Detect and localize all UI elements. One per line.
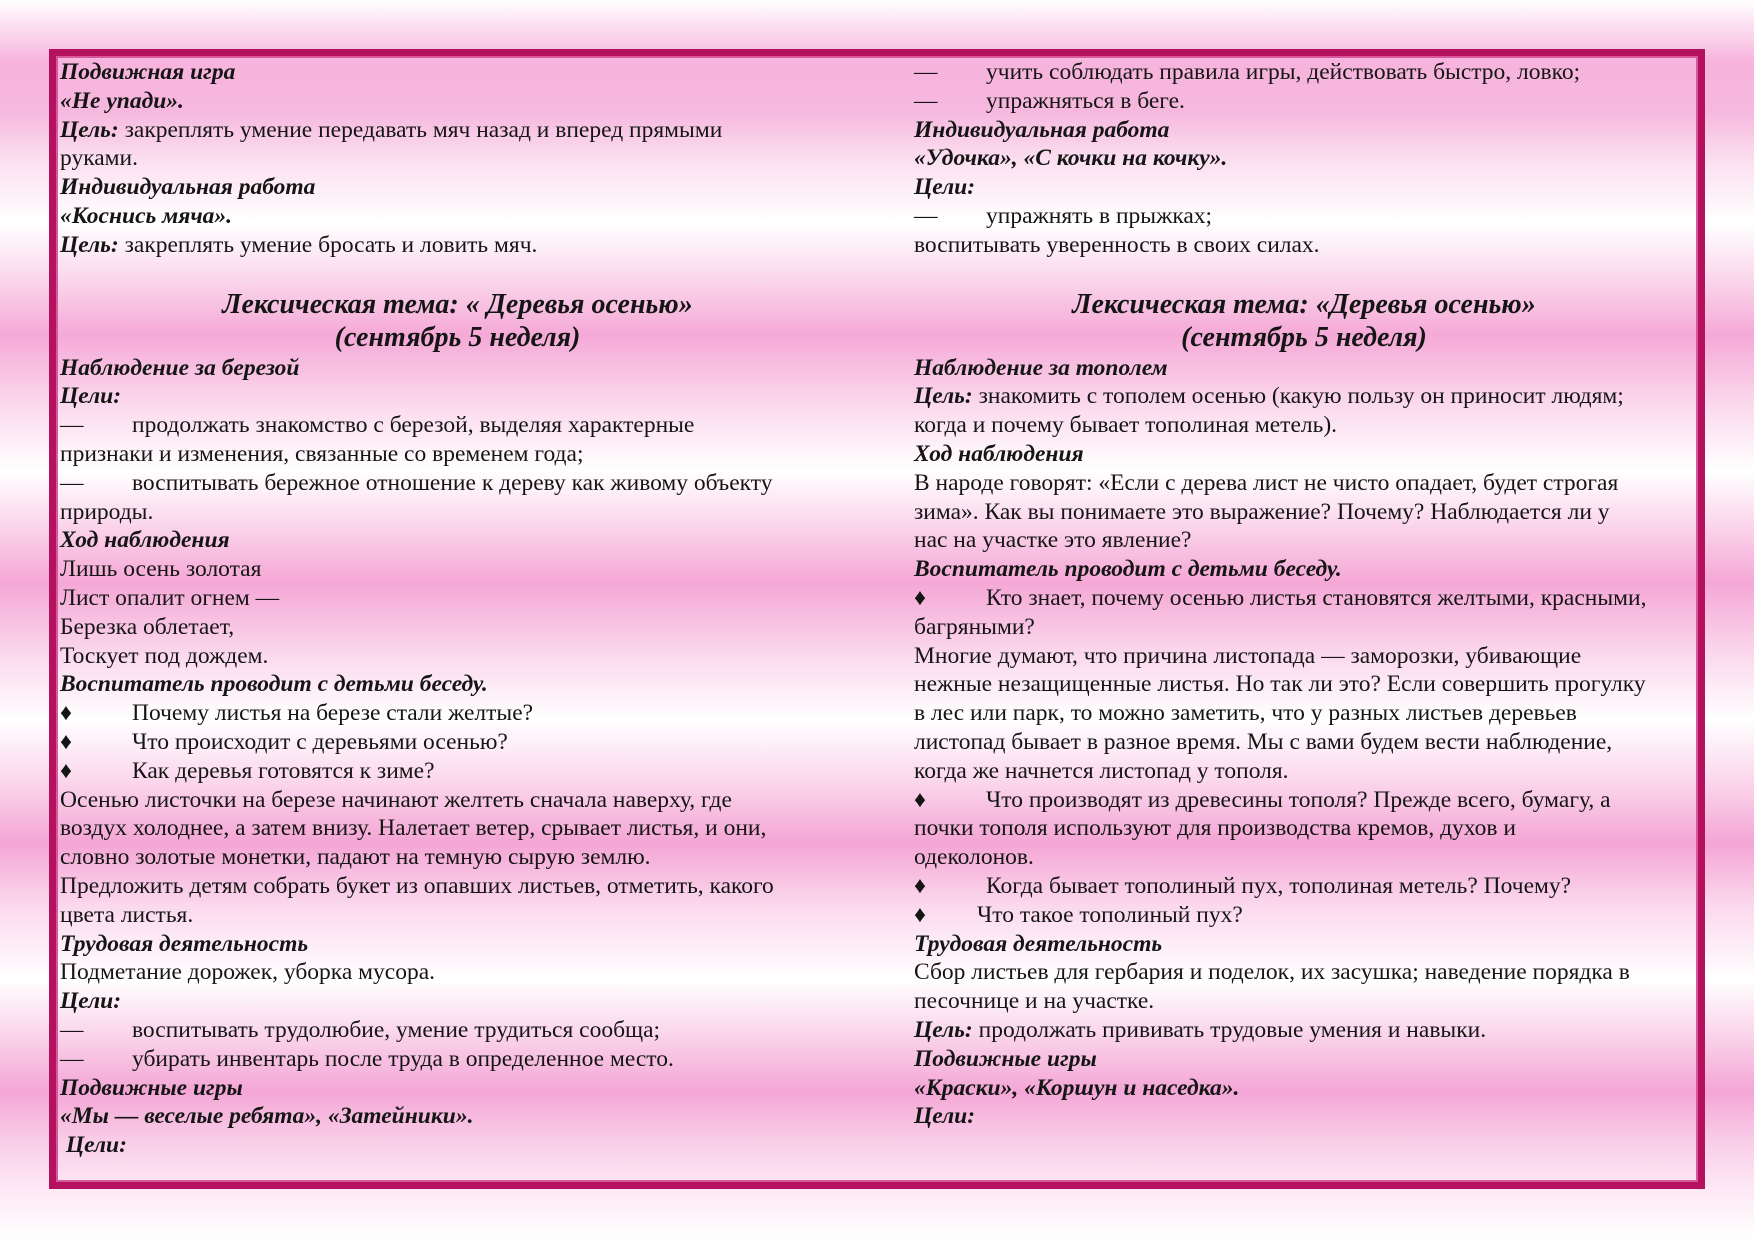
talk-heading: Воспитатель проводит с детьми беседу.	[60, 671, 488, 698]
paragraph-line: Многие думают, что причина листопада — заморозки, убивающие	[914, 642, 1582, 669]
goals-label: Цели:	[914, 1103, 976, 1130]
game-name: «Не упади».	[60, 87, 184, 114]
dash-marker: —	[60, 1016, 84, 1043]
games-names: «Краски», «Коршун и наседка».	[914, 1074, 1240, 1101]
poem-line: Тоскует под дождем.	[60, 642, 269, 669]
goal-item: — воспитывать трудолюбие, умение трудиться сообща;	[60, 1016, 661, 1043]
question-item-continued: одеколонов.	[914, 844, 1034, 871]
question-item: ♦ Что такое тополиный пух?	[914, 901, 1243, 928]
individual-work-name: «Коснись мяча».	[60, 202, 233, 229]
diamond-bullet-icon: ♦	[60, 700, 72, 727]
goal-item: — продолжать знакомство с березой, выделяя характерные	[60, 412, 695, 439]
diamond-bullet-icon: ♦	[60, 728, 72, 755]
goal-item: воспитывать уверенность в своих силах.	[914, 231, 1320, 258]
goals-label: Цели:	[60, 1132, 127, 1159]
lexical-theme-week: (сентябрь 5 неделя)	[1181, 321, 1427, 353]
individual-work-goal	[60, 231, 855, 260]
goals-label: Цели:	[60, 988, 122, 1015]
goal-item: — упражняться в беге.	[914, 87, 1185, 114]
diamond-bullet-icon: ♦	[914, 786, 926, 813]
diamond-bullet-icon: ♦	[914, 872, 926, 899]
goal-text: закреплять умение бросать и ловить мяч.	[118, 231, 538, 258]
question-item-continued: почки тополя используют для производства кремов, духов и	[914, 815, 1516, 842]
question-item: ♦ Почему листья на березе стали желтые?	[60, 700, 534, 727]
course-heading: Ход наблюдения	[914, 440, 1084, 467]
diamond-bullet-icon: ♦	[914, 584, 926, 611]
paragraph-line: воздух холоднее, а затем внизу. Налетает ветер, срывает листья, и они,	[60, 815, 767, 842]
dash-marker: —	[60, 412, 84, 439]
game-goal	[60, 116, 855, 145]
question-item: ♦ Что производят из древесины тополя? Прежде всего, бумагу, а	[914, 786, 1611, 813]
lexical-theme-title: Лексическая тема: «Деревья осенью»	[1072, 288, 1536, 320]
game-goal-continued: руками.	[60, 145, 139, 172]
lexical-theme-title: Лексическая тема: « Деревья осенью»	[222, 288, 693, 320]
paragraph-line: В народе говорят: «Если с дерева лист не чисто опадает, будет строгая	[914, 469, 1619, 496]
labor-text-continued: песочнице и на участке.	[914, 988, 1155, 1015]
goal-item: — упражнять в прыжках;	[914, 202, 1213, 229]
observation-goal-continued: когда и почему бывает тополиная метель).	[914, 412, 1338, 439]
goal-item: — воспитывать бережное отношение к дереву как живому объекту	[60, 469, 773, 496]
poem-line: Лишь осень золотая	[60, 556, 262, 583]
goal-label: Цель:	[914, 1016, 973, 1043]
paragraph-line: когда же начнется листопад у тополя.	[914, 757, 1289, 784]
question-item: ♦ Когда бывает тополиный пух, тополиная метель? Почему?	[914, 872, 1572, 899]
paragraph-line: нас на участке это явление?	[914, 527, 1192, 554]
dash-marker: —	[914, 202, 938, 229]
labor-text: Подметание дорожек, уборка мусора.	[60, 959, 436, 986]
left-column	[60, 58, 855, 1160]
paragraph-line: нежные незащищенные листья. Но так ли это? Если совершить прогулку	[914, 671, 1646, 698]
games-names: «Мы — веселые ребята», «Затейники».	[60, 1103, 474, 1130]
paragraph-line: Предложить детям собрать букет из опавших листьев, отметить, какого	[60, 872, 774, 899]
paragraph-line: словно золотые монетки, падают на темную сырую землю.	[60, 844, 651, 871]
question-item-continued: багряными?	[914, 613, 1035, 640]
individual-work-heading: Индивидуальная работа	[60, 174, 316, 201]
dash-marker: —	[60, 469, 84, 496]
poem-line: Березка облетает,	[60, 613, 235, 640]
goal-item-continued: природы.	[60, 498, 154, 525]
question-item: ♦ Что происходит с деревьями осенью?	[60, 728, 508, 755]
goal-item: — учить соблюдать правила игры, действовать быстро, ловко;	[914, 59, 1581, 85]
diamond-bullet-icon: ♦	[914, 901, 926, 928]
dash-marker: —	[60, 1045, 84, 1072]
dash-marker: —	[914, 87, 938, 114]
labor-goal: Цель: продолжать прививать трудовые умения и навыки.	[914, 1016, 1487, 1043]
goal-label: Цель:	[60, 231, 119, 258]
paragraph-line: цвета листья.	[60, 901, 194, 928]
question-item: ♦ Кто знает, почему осенью листья становятся желтыми, красными,	[914, 584, 1647, 611]
individual-work-name: «Удочка», «С кочки на кочку».	[914, 145, 1228, 172]
right-column	[914, 58, 1694, 1131]
observation-heading: Наблюдение за березой	[60, 354, 300, 381]
games-heading: Подвижные игры	[60, 1074, 243, 1101]
labor-text: Сбор листьев для гербария и поделок, их засушка; наведение порядка в	[914, 959, 1630, 986]
labor-heading: Трудовая деятельность	[60, 930, 309, 957]
games-heading: Подвижные игры	[914, 1045, 1097, 1072]
diamond-bullet-icon: ♦	[60, 757, 72, 784]
goals-label: Цели:	[914, 174, 976, 201]
goals-label: Цели:	[60, 383, 122, 410]
paragraph-line: зима». Как вы понимаете это выражение? Почему? Наблюдается ли у	[914, 498, 1610, 525]
goal-label: Цель:	[60, 116, 119, 143]
goal-label: Цель:	[914, 383, 973, 410]
goal-item-continued: признаки и изменения, связанные со временем года;	[60, 440, 584, 467]
talk-heading: Воспитатель проводит с детьми беседу.	[914, 556, 1342, 583]
game-heading: Подвижная игра	[60, 59, 236, 85]
observation-goal: Цель: знакомить с тополем осенью (какую пользу он приносит людям;	[914, 383, 1624, 410]
labor-heading: Трудовая деятельность	[914, 930, 1163, 957]
dash-marker: —	[914, 59, 938, 85]
question-item: ♦ Как деревья готовятся к зиме?	[60, 757, 435, 784]
paragraph-line: Осенью листочки на березе начинают желтеть сначала наверху, где	[60, 786, 732, 813]
lexical-theme-week: (сентябрь 5 неделя)	[334, 321, 581, 353]
course-heading: Ход наблюдения	[60, 527, 230, 554]
poem-line: Лист опалит огнем —	[60, 584, 280, 611]
paragraph-line: в лес или парк, то можно заметить, что у разных листьев деревьев	[914, 700, 1577, 727]
paragraph-line: листопад бывает в разное время. Мы с вами будем вести наблюдение,	[914, 728, 1613, 755]
observation-heading: Наблюдение за тополем	[914, 354, 1168, 381]
goal-item: — убирать инвентарь после труда в определенное место.	[60, 1045, 674, 1072]
individual-work-heading: Индивидуальная работа	[914, 116, 1170, 143]
goal-text: закреплять умение передавать мяч назад и вперед прямыми	[118, 116, 723, 143]
